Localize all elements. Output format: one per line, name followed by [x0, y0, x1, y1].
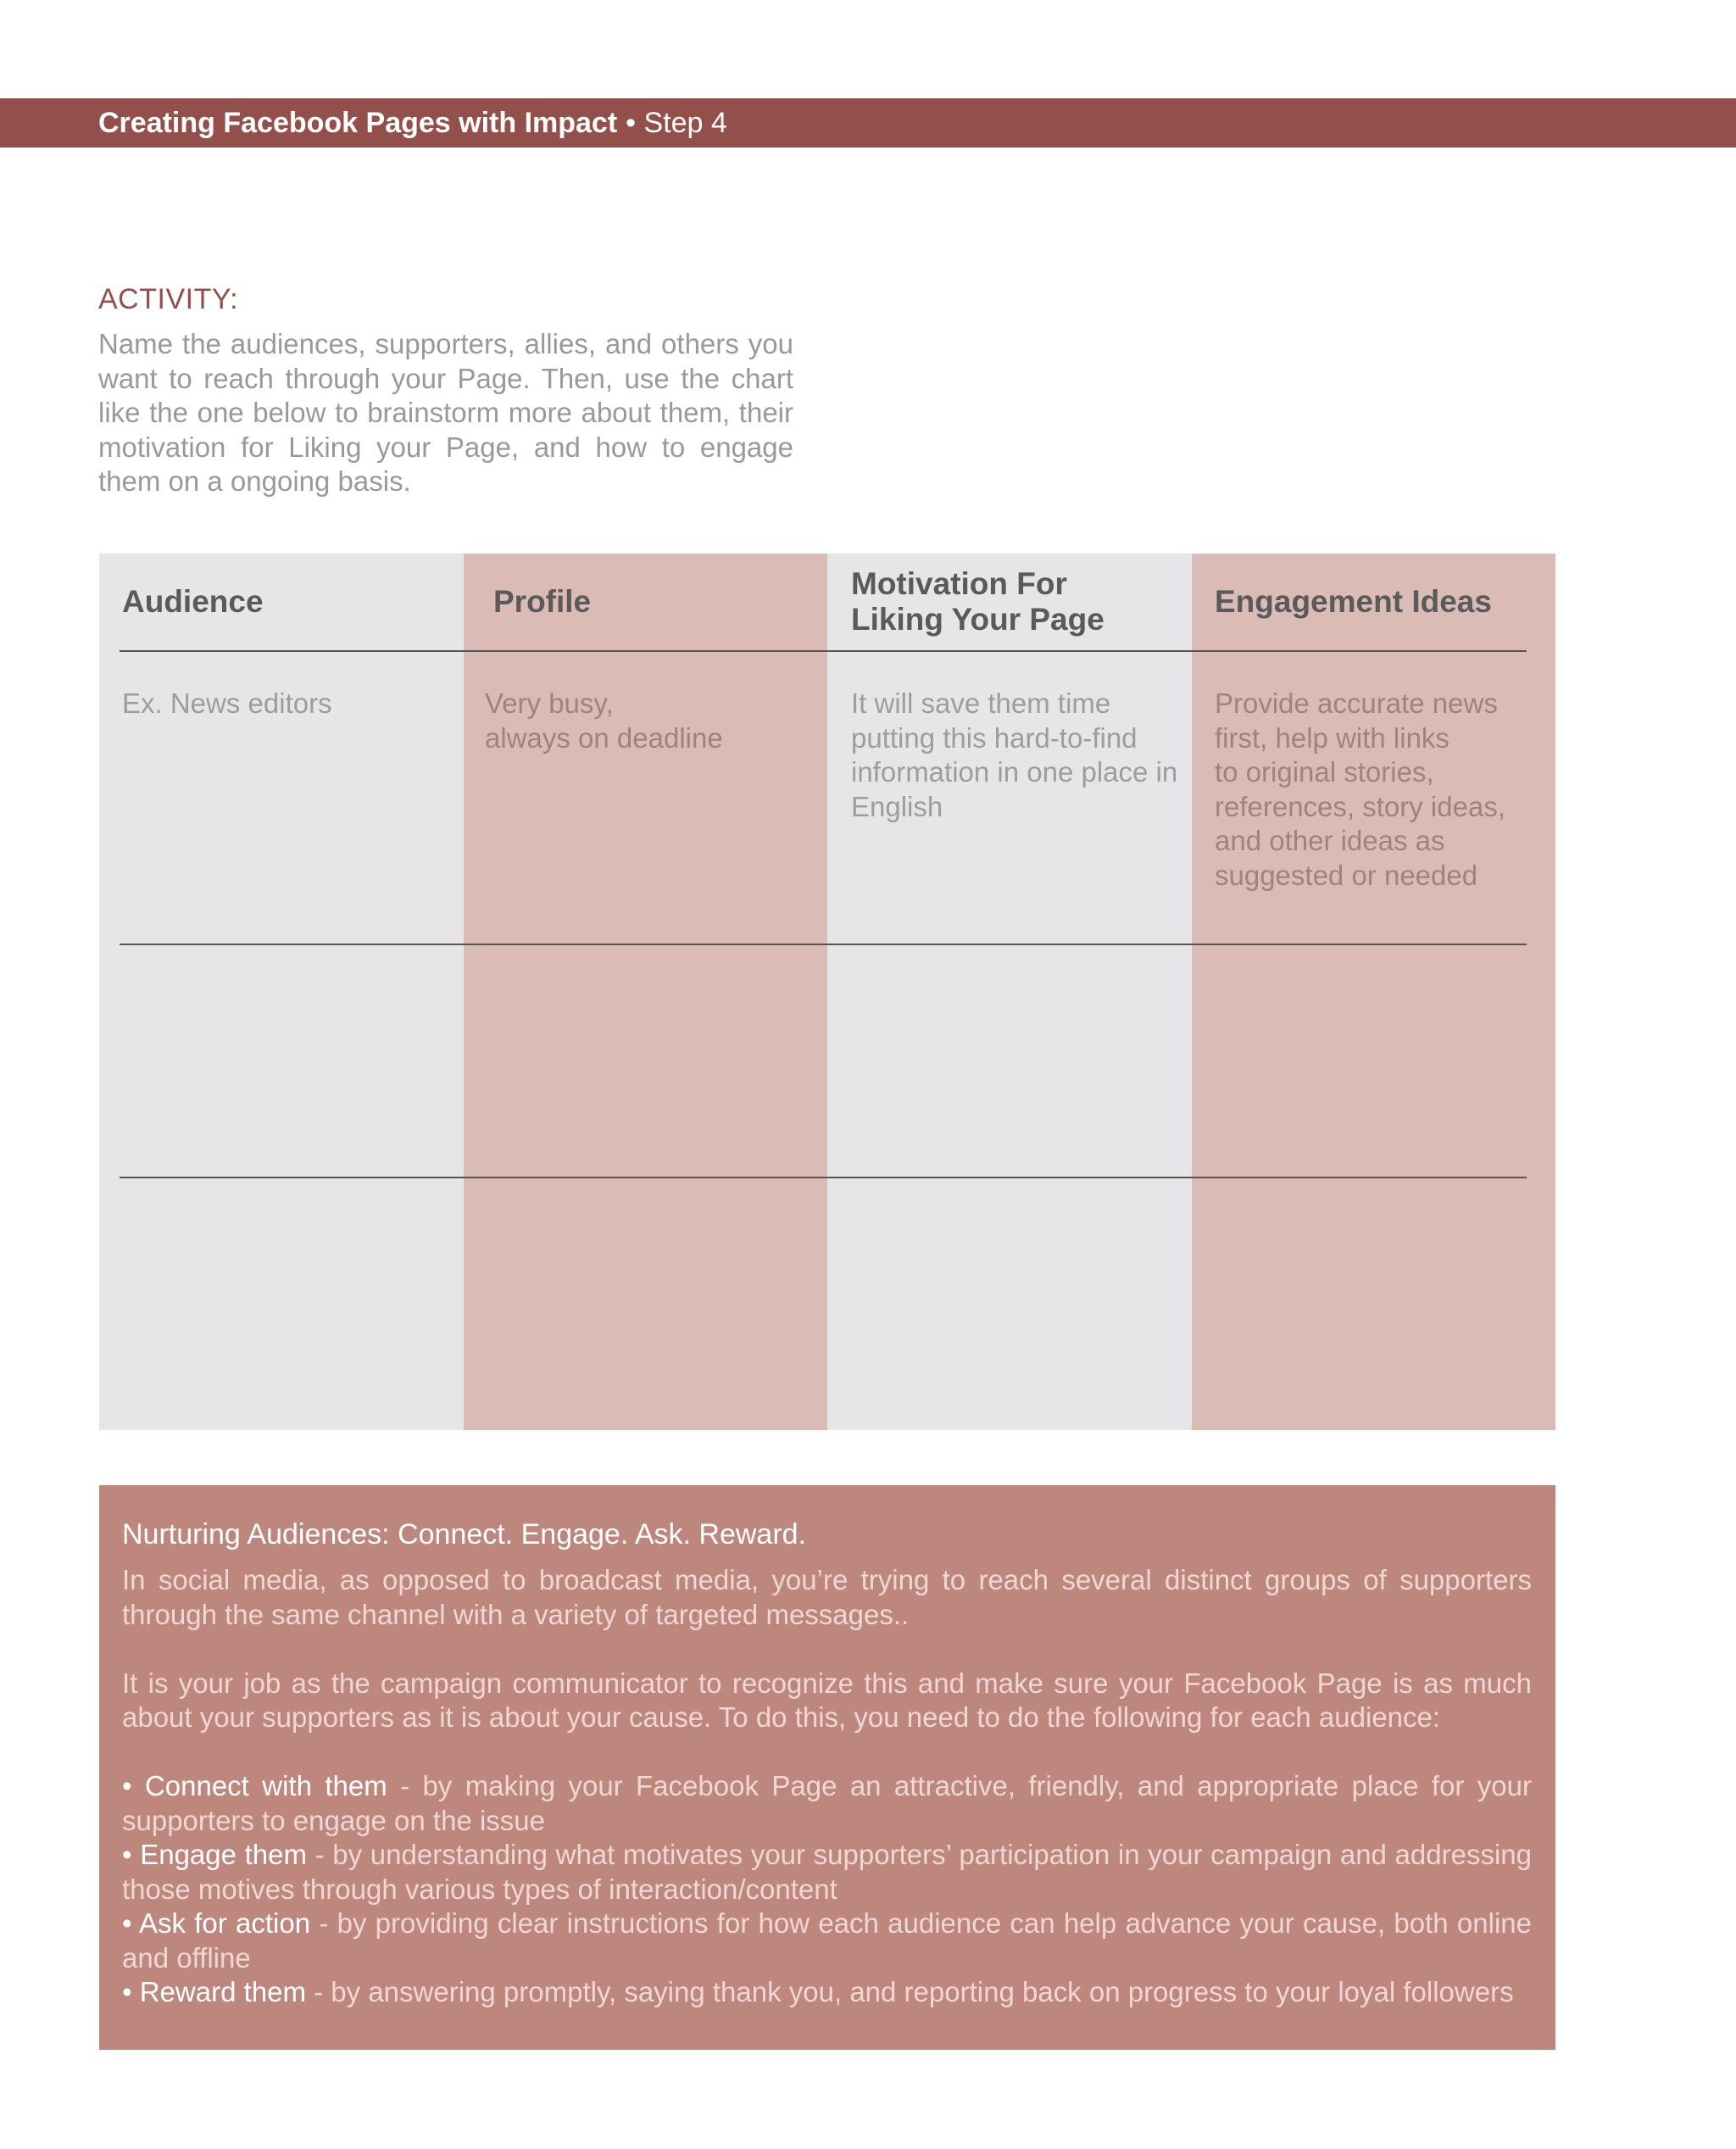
bullet-lead: • Engage them — [122, 1839, 307, 1870]
box-title: Nurturing Audiences: Connect. Engage. Ask. Reward. — [122, 1518, 807, 1551]
bullet-reward — [122, 1975, 1532, 2010]
column-motivation-bg — [827, 554, 1192, 1430]
header-motivation: Motivation For Liking Your Page — [851, 566, 1104, 637]
cell-profile-example: Very busy, always on deadline — [485, 688, 723, 754]
header-divider — [120, 650, 1527, 652]
header-title: Creating Facebook Pages with Impact — [98, 106, 618, 139]
cell-engagement-example: Provide accurate news first, help with links to original stories, references, story ideas, and other ideas as suggested or needed — [1215, 688, 1505, 891]
row-divider — [120, 944, 1527, 945]
bullet-text: - by answering promptly, saying thank you, and reporting back on progress to your loyal followers — [305, 1976, 1514, 2007]
bullet-lead: • Connect with them — [122, 1770, 387, 1801]
bullet-text: - by understanding what motivates your supporters’ participation in your campaign and addressing those motives through various types of interaction/content — [122, 1839, 1532, 1905]
cell-motivation-example: It will save them time putting this hard-to-find information in one place in English — [851, 688, 1178, 822]
box-paragraph: In social media, as opposed to broadcast media, you’re trying to reach several distinct groups of supporters through the same channel with a variety of targeted messages.. — [122, 1564, 1532, 1630]
header-profile: Profile — [493, 584, 592, 619]
bullet-connect — [122, 1769, 1532, 1838]
column-engagement-bg — [1192, 554, 1556, 1430]
header-audience: Audience — [122, 584, 264, 619]
bullet-ask — [122, 1907, 1532, 1975]
activity-text: Name the audiences, supporters, allies, and others you want to reach through your Page. Then, use the chart like the one below to brainstorm more about them, their motivation for Liking your Page, and how to engage them on a ongoing basis. — [98, 328, 793, 497]
bullet-engage — [122, 1838, 1532, 1907]
page-header-bar — [0, 98, 1736, 148]
row-divider — [120, 1177, 1527, 1178]
bullet-text: - by making your Facebook Page an attractive, friendly, and appropriate place for your supporters to engage on the issue — [122, 1770, 1532, 1836]
bullet-lead: • Ask for action — [122, 1907, 311, 1939]
header-engagement: Engagement Ideas — [1215, 584, 1492, 619]
nurturing-audiences-box — [99, 1485, 1555, 2050]
cell-audience-example: Ex. News editors — [122, 688, 332, 719]
brainstorm-chart — [99, 554, 1555, 1430]
column-profile-bg — [464, 554, 828, 1430]
activity-heading: ACTIVITY: — [98, 283, 239, 315]
column-audience-bg — [99, 554, 464, 1430]
header-step: • Step 4 — [626, 106, 727, 139]
bullet-text: - by providing clear instructions for how each audience can help advance your cause, both online and offline — [122, 1907, 1532, 1974]
bullet-lead: • Reward them — [122, 1976, 306, 2007]
box-paragraph: It is your job as the campaign communicator to recognize this and make sure your Facebook Page is as much about your supporters as it is about your cause. To do this, you need to do the following for each audience: — [122, 1667, 1532, 1733]
